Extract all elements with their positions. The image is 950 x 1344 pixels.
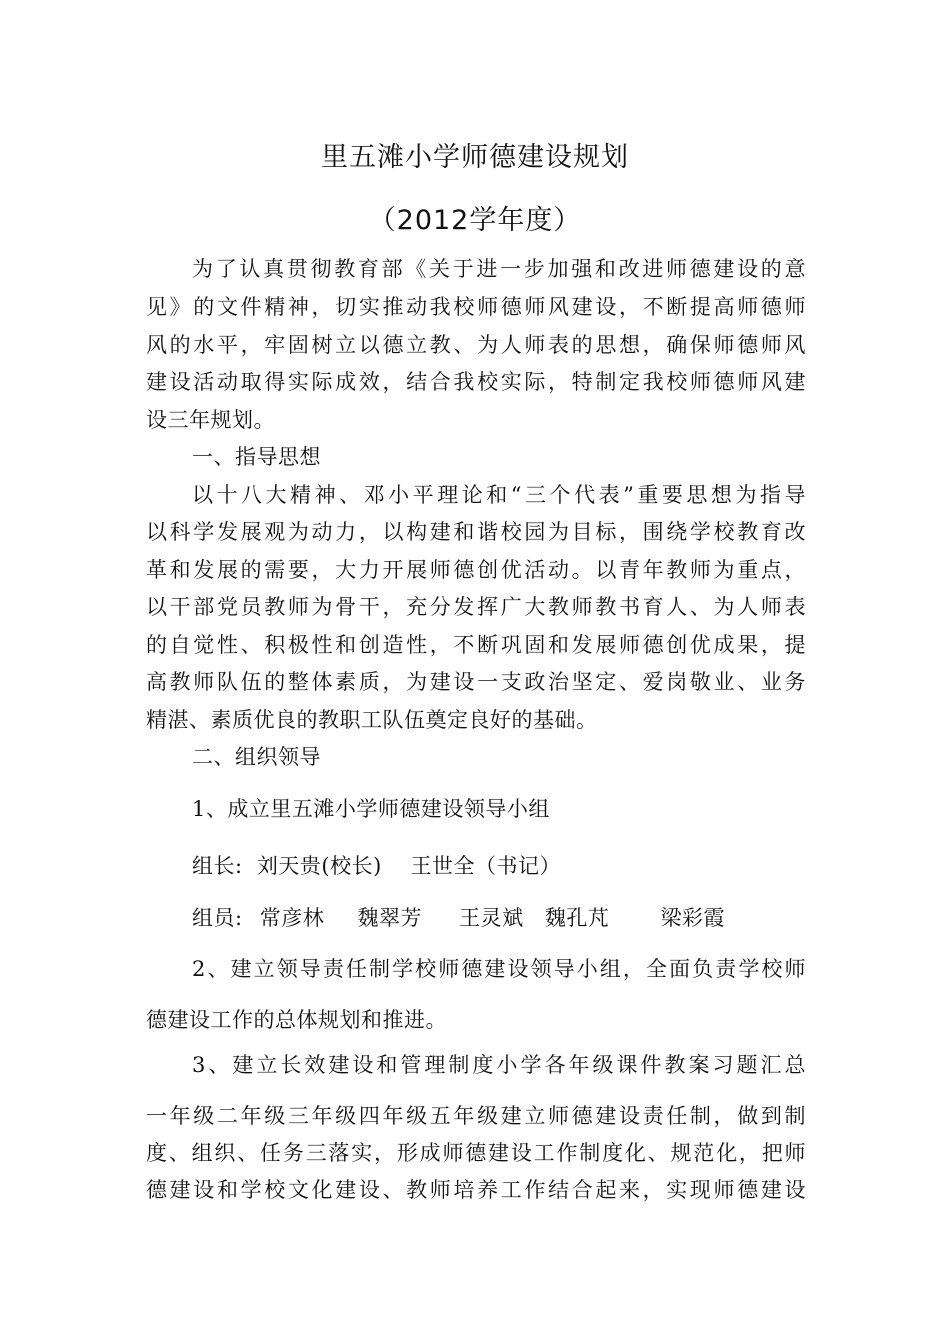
paragraph-line: 高教师队伍的整体素质，为建设一支政治坚定、爱岗敬业、业务 [146,670,806,694]
section-heading: 二、组织领导 [192,745,321,769]
paragraph-line: 3、建立长效建设和管理制度小学各年级课件教案习题汇总 [192,1053,806,1077]
member-name: 梁彩霞 [660,906,726,930]
member-name: 常彦林 [259,906,325,930]
paragraph-line: 德建设工作的总体规划和推进。 [146,1008,447,1032]
list-item: 1、成立里五滩小学师德建设领导小组 [192,797,550,821]
paragraph-line: 2、建立领导责任制学校师德建设领导小组，全面负责学校师 [192,957,806,981]
section-heading: 一、指导思想 [192,445,321,469]
paragraph-line: 建设活动取得实际成效，结合我校实际，特制定我校师德师风建 [146,370,806,394]
paragraph-line: 德建设和学校文化建设、教师培养工作结合起来，实现师德建设 [146,1178,806,1202]
member-name: 王灵斌 [459,906,524,930]
document-title: 里五滩小学师德建设规划 [321,142,629,173]
paragraph-line: 的自觉性、积极性和创造性，不断巩固和发展师德创优成果，提 [146,633,806,657]
paragraph-line: 设三年规划。 [146,408,275,432]
paragraph-line: 以科学发展观为动力，以构建和谐校园为目标，围绕学校教育改 [146,520,806,544]
paragraph-line: 度、组织、任务三落实，形成师德建设工作制度化、规范化，把师 [146,1141,806,1165]
members-label: 组员: [192,906,243,930]
member-name: 魏翠芳 [357,906,422,930]
paragraph-line: 以十八大精神、邓小平理论和“三个代表”重要思想为指导 [192,483,806,507]
paragraph-line: 革和发展的需要，大力开展师德创优活动。以青年教师为重点， [146,558,806,582]
leader-line: 组长: 刘天贵(校长) 王世全（书记） [192,854,562,878]
paragraph-line: 精湛、素质优良的教职工队伍奠定良好的基础。 [146,708,598,732]
paragraph-line: 见》的文件精神，切实推动我校师德师风建设，不断提高师德师 [146,295,806,319]
member-name: 魏孔芃 [544,906,610,930]
document-subtitle: （2012学年度） [368,205,582,236]
paragraph-line: 风的水平，牢固树立以德立教、为人师表的思想，确保师德师风 [146,333,806,357]
members-line [192,903,806,933]
paragraph-line: 以干部党员教师为骨干，充分发挥广大教师教书育人、为人师表 [146,595,806,619]
paragraph-line: 一年级二年级三年级四年级五年级建立师德建设责任制，做到制 [146,1104,806,1128]
paragraph-line: 为了认真贯彻教育部《关于进一步加强和改进师德建设的意 [192,257,806,281]
